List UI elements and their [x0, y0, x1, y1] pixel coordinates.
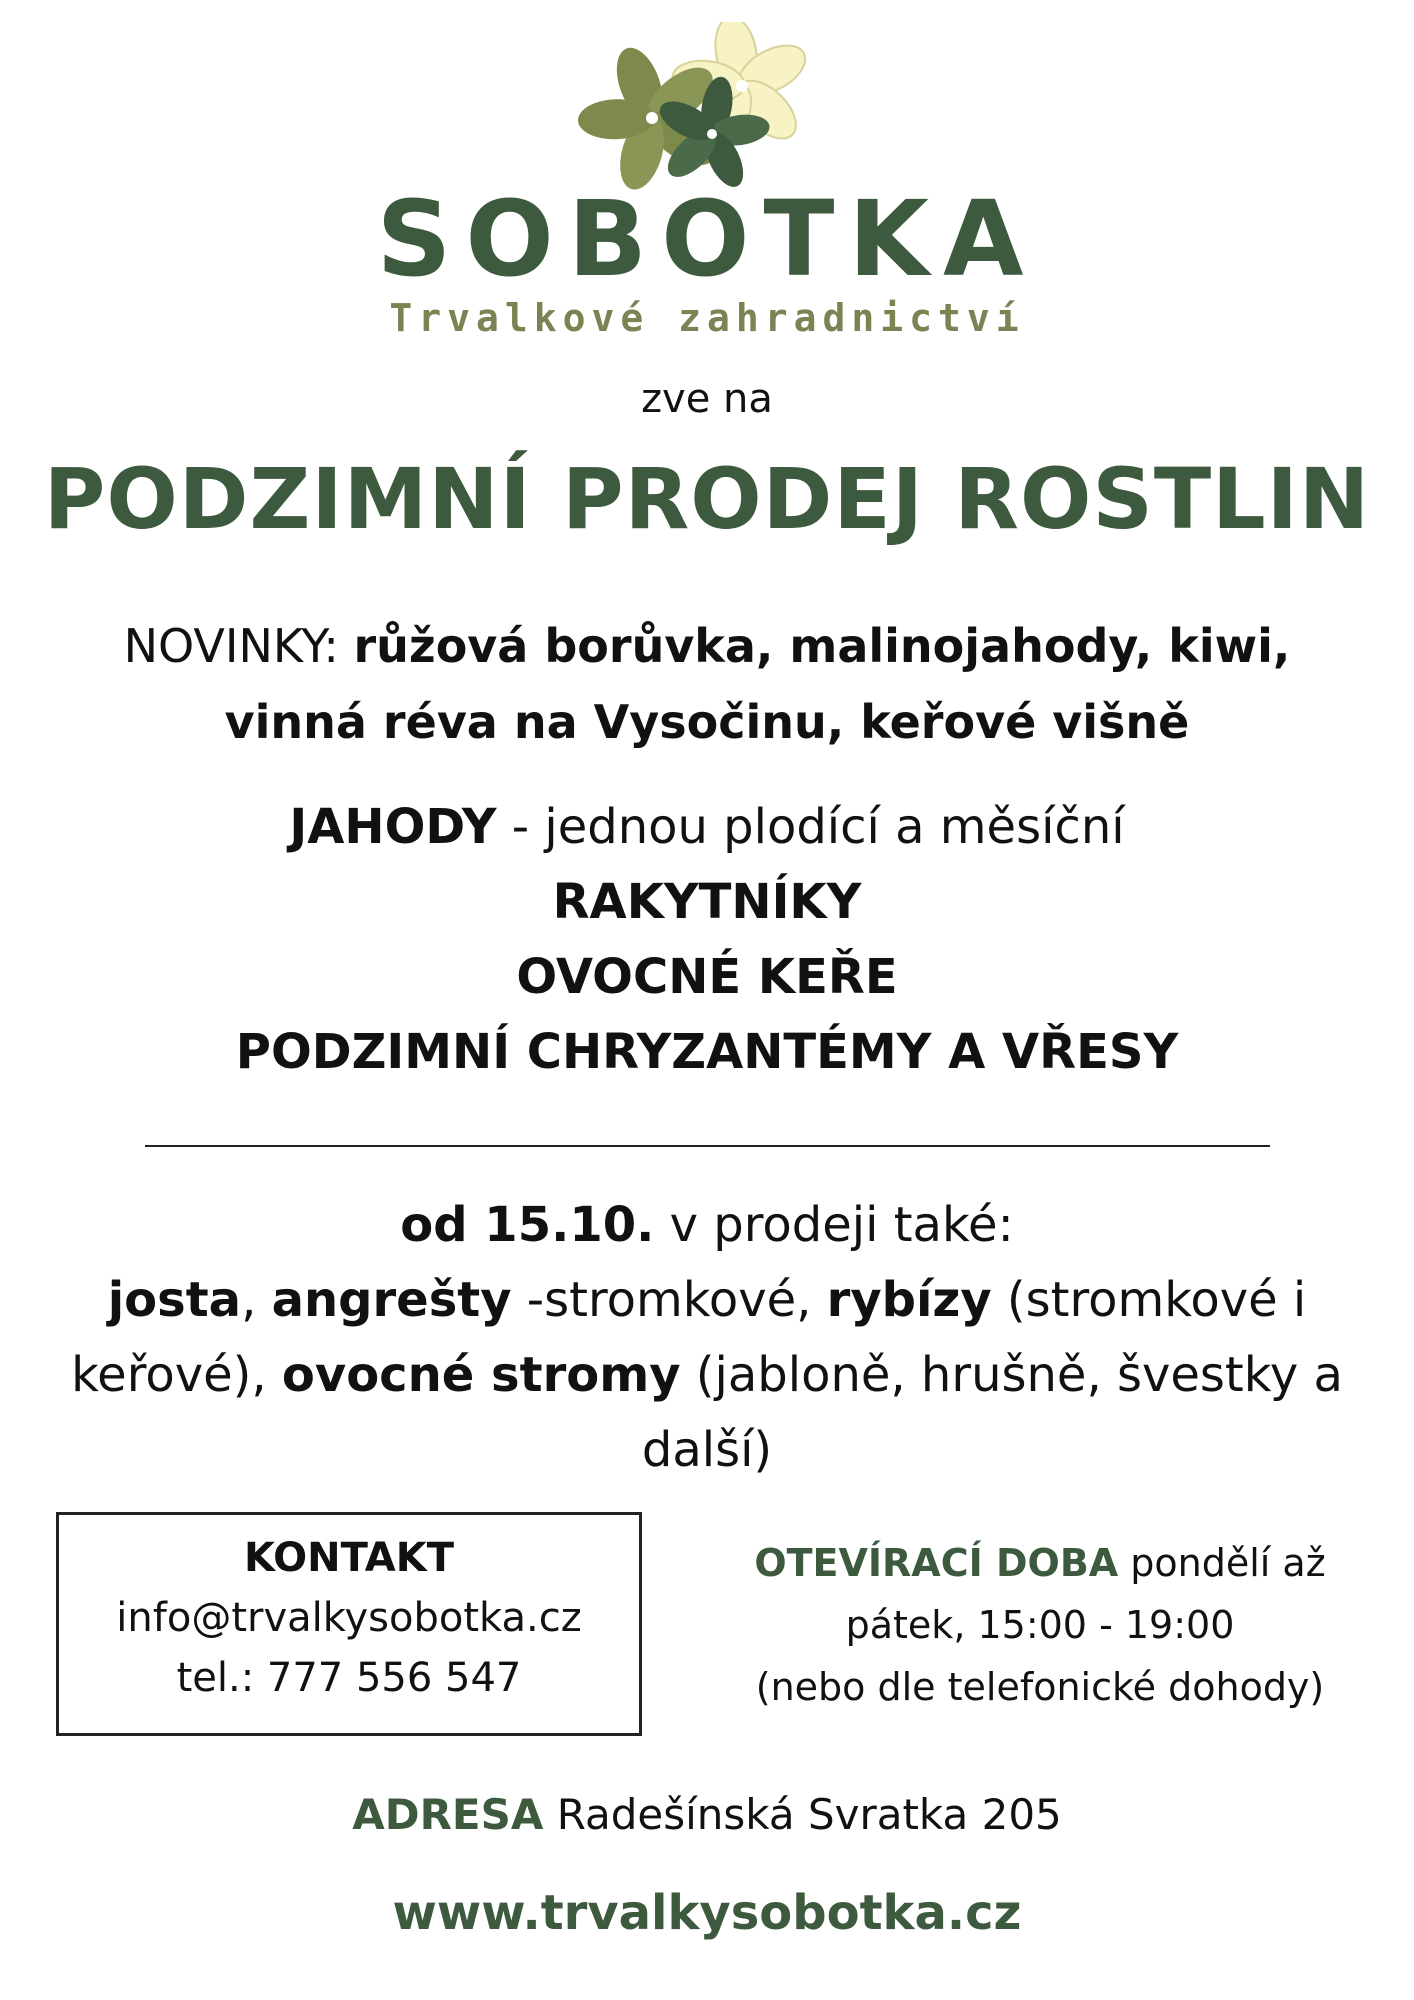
contact-title: KONTAKT — [243, 1535, 455, 1581]
news-items-1: růžová borůvka, malinojahody, kiwi, — [353, 619, 1291, 673]
hours-line-2: pátek, 15:00 - 19:00 — [845, 1603, 1235, 1647]
hours-text-1: pondělí až — [1118, 1541, 1326, 1585]
contact-box — [56, 1512, 642, 1736]
contact-phone[interactable]: tel.: 777 556 547 — [176, 1655, 522, 1701]
extra-intro — [40, 1188, 1374, 1263]
products-line-3 — [0, 940, 1414, 1015]
hours-line-1 — [700, 1532, 1380, 1594]
invite-text: zve na — [641, 376, 773, 422]
divider — [145, 1145, 1270, 1147]
news-section — [0, 608, 1414, 760]
extra-date: od 15.10. — [400, 1197, 655, 1253]
extra-section — [40, 1188, 1374, 1488]
products-line-1 — [0, 790, 1414, 865]
brand-name: SOBOTKA — [376, 178, 1038, 300]
product-chrysanthemums: PODZIMNÍ CHRYZANTÉMY A VŘESY — [235, 1024, 1179, 1080]
contact-email[interactable]: info@trvalkysobotka.cz — [116, 1595, 582, 1641]
brand-tagline: Trvalkové zahradnictví — [389, 296, 1025, 340]
strawberries-desc: - jednou plodící a měsíční — [496, 799, 1125, 855]
products-line-4 — [0, 1015, 1414, 1090]
address-value: Radešínská Svratka 205 — [543, 1790, 1062, 1839]
website-link[interactable]: www.trvalkysobotka.cz — [392, 1885, 1022, 1941]
hours-line-3: (nebo dle telefonické dohody) — [755, 1665, 1325, 1709]
extra-gooseberries-desc: -stromkové, — [511, 1272, 827, 1328]
news-line-2 — [0, 684, 1414, 760]
news-items-2: vinná réva na Vysočinu, keřové višně — [224, 695, 1190, 749]
extra-gooseberries: angrešty — [271, 1272, 512, 1328]
strawberries-label: JAHODY — [289, 799, 497, 855]
news-line-1 — [0, 608, 1414, 684]
address-label: ADRESA — [352, 1790, 544, 1839]
extra-intro-text: v prodeji také: — [654, 1197, 1014, 1253]
product-sea-buckthorn: RAKYTNÍKY — [552, 874, 862, 930]
extra-trees: ovocné stromy — [281, 1347, 681, 1403]
products-line-2 — [0, 865, 1414, 940]
products-section — [0, 790, 1414, 1090]
headline: PODZIMNÍ PRODEJ ROSTLIN — [43, 450, 1371, 548]
flower-leaves-icon — [560, 22, 820, 202]
extra-trees-desc: (jabloně, hrušně, švestky a další) — [641, 1347, 1343, 1478]
extra-currants: rybízy — [826, 1272, 992, 1328]
address — [0, 1790, 1414, 1839]
hours-label: OTEVÍRACÍ DOBA — [754, 1541, 1119, 1585]
extra-josta: josta — [107, 1272, 242, 1328]
product-fruit-shrubs: OVOCNÉ KEŘE — [516, 949, 898, 1005]
extra-sep: , — [241, 1272, 272, 1328]
news-label: NOVINKY: — [123, 619, 339, 673]
extra-currants-desc: (stromkové i keřové), — [71, 1272, 1307, 1403]
extra-items — [40, 1263, 1374, 1488]
opening-hours — [700, 1532, 1380, 1718]
